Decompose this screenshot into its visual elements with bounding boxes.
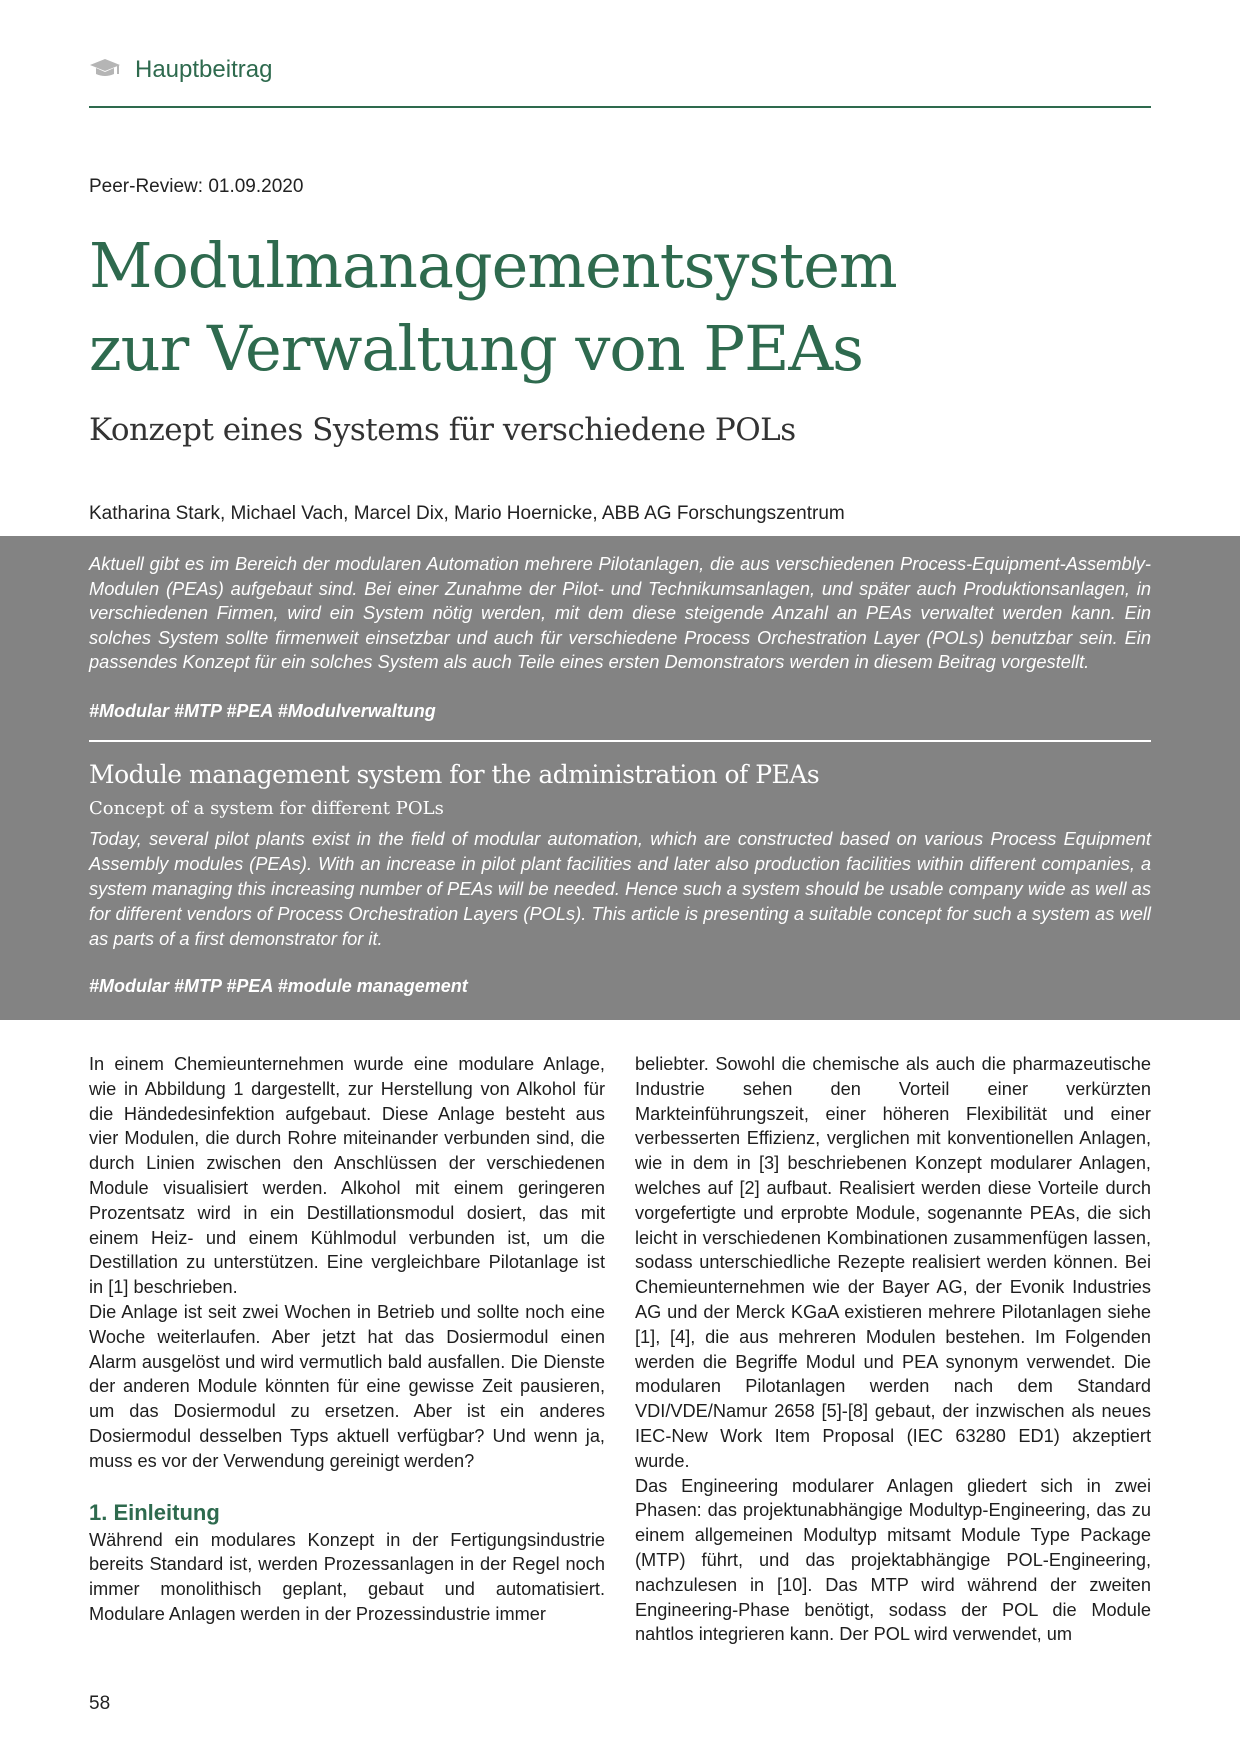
page-header	[89, 52, 1151, 108]
page-number: 58	[89, 1693, 111, 1714]
graduation-cap-icon	[89, 58, 121, 78]
keywords-german: #Modular #MTP #PEA #Modulverwaltung	[89, 701, 436, 721]
abstract-divider	[89, 740, 1151, 742]
peer-review-date: Peer-Review: 01.09.2020	[89, 176, 304, 197]
keywords-english: #Modular #MTP #PEA #module management	[89, 976, 468, 996]
body-paragraph: Die Anlage ist seit zwei Wochen in Betrieb und sollte noch eine Woche weiterlaufen. Aber jetzt hat das Dosiermodul einen Alarm ausgelöst und wird vermutlich bald ausfallen. Die Dienste der anderen Module könnten für eine gewisse Zeit pausieren, um das Dosiermodul zu ersetzen. Aber ist ein anderes Dosiermodul desselben Typs aktuell verfügbar? Und wenn ja, muss es vor der Verwendung gereinigt werden?	[89, 1301, 605, 1471]
body-paragraph: In einem Chemieunternehmen wurde eine modulare Anlage, wie in Abbildung 1 dargestellt, zur Herstellung von Alkohol für die Händedesinfektion aufgebaut. Diese Anlage besteht aus vier Modulen, die durch Rohre miteinander verbunden sind, die durch Linien zwischen den Anschlüssen der verschiedenen Module visualisiert werden. Alkohol mit einem geringeren Prozentsatz wird in ein Destillationsmodul dosiert, das mit einem Heiz- und einem Kühlmodul verbunden ist, um die Destillation zu unterstützen. Eine vergleichbare Pilotanlage ist in [1] beschrieben.	[89, 1054, 605, 1298]
body-paragraph: Während ein modulares Konzept in der Fertigungsindustrie bereits Standard ist, werden Prozessanlagen in der Regel noch immer monolithisch geplant, gebaut und automatisiert. Modulare Anlagen werden in der Prozessindustrie immer	[89, 1529, 605, 1624]
body-column-right	[635, 1052, 1151, 1647]
abstract-german: Aktuell gibt es im Bereich der modularen Automation mehrere Pilotanlagen, die aus verschiedenen Process-Equipment-Assembly-Modulen (PEAs) aufgebaut sind. Bei einer Zunahme der Pilot- und Technikumsanlagen, und später auch Produktionsanlagen, in verschiedenen Firmen, wird ein System nötig werden, mit dem diese steigende Anzahl an PEAs verwaltet werden kann. Ein solches System sollte firmenweit einsetzbar und auch für verschiedene Process Orchestration Layer (POLs) benutzbar sein. Ein passendes Konzept für ein solches System als auch Teile eines ersten Demonstrators werden in diesem Beitrag vorgestellt.	[89, 553, 1151, 673]
title-line-1: Modulmanagementsystem	[89, 229, 897, 302]
english-subtitle: Concept of a system for different POLs	[89, 798, 444, 819]
body-paragraph: beliebter. Sowohl die chemische als auch die pharmazeutische Industrie sehen den Vorteil einer verkürzten Markteinführungszeit, einer höheren Flexibilität und einer verbesserten Effizienz, verglichen mit konventionellen Anlagen, wie in dem in [3] beschriebenen Konzept modularer Anlagen, welches auf [2] aufbaut. Realisiert werden diese Vorteile durch vorgefertigte und erprobte Module, sogenannte PEAs, die sich leicht in verschiedenen Kombinationen zusammenfügen lassen, sodass unterschiedliche Rezepte realisiert werden können. Bei Chemieunternehmen wie der Bayer AG, der Evonik Industries AG und der Merck KGaA existieren mehrere Pilotanlagen siehe [1], [4], die aus mehreren Modulen bestehen. Im Folgenden werden die Begriffe Modul und PEA synonym verwendet. Die modularen Pilotanlagen werden nach dem Standard VDI/VDE/Namur 2658 [5]-[8] gebaut, der inzwischen als neues IEC-New Work Item Proposal (IEC 63280 ED1) akzeptiert wurde.	[635, 1054, 1151, 1471]
article-subtitle: Konzept eines Systems für verschiedene POLs	[89, 412, 796, 448]
body-paragraph: Das Engineering modularer Anlagen gliedert sich in zwei Phasen: das projektunabhängige Modultyp-Engineering, das zu einem allgemeinen Modultyp mitsamt Module Type Package (MTP) führt, und das projektabhängige POL-Engineering, nachzulesen in [10]. Das MTP wird während der zweiten Engineering-Phase benötigt, sodass der POL die Module nahtlos integrieren kann. Der POL wird verwendet, um	[635, 1475, 1151, 1645]
abstract-english: Today, several pilot plants exist in the field of modular automation, which are constructed based on various Process Equipment Assembly modules (PEAs). With an increase in pilot plant facilities and later also production facilities within different companies, a system managing this increasing number of PEAs will be needed. Hence such a system should be usable company wide as well as for different vendors of Process Orchestration Layers (POLs). This article is presenting a suitable concept for such a system as well as parts of a first demonstrator for it.	[89, 828, 1151, 949]
body-column-left	[89, 1052, 605, 1627]
english-title: Module management system for the administration of PEAs	[89, 760, 820, 789]
section-heading-introduction: 1. Einleitung	[89, 1499, 220, 1525]
author-list: Katharina Stark, Michael Vach, Marcel Dix, Mario Hoernicke, ABB AG Forschungszentrum	[89, 503, 845, 524]
title-line-2: zur Verwaltung von PEAs	[89, 312, 863, 385]
article-title	[89, 224, 1151, 390]
section-kicker: Hauptbeitrag	[135, 56, 273, 83]
